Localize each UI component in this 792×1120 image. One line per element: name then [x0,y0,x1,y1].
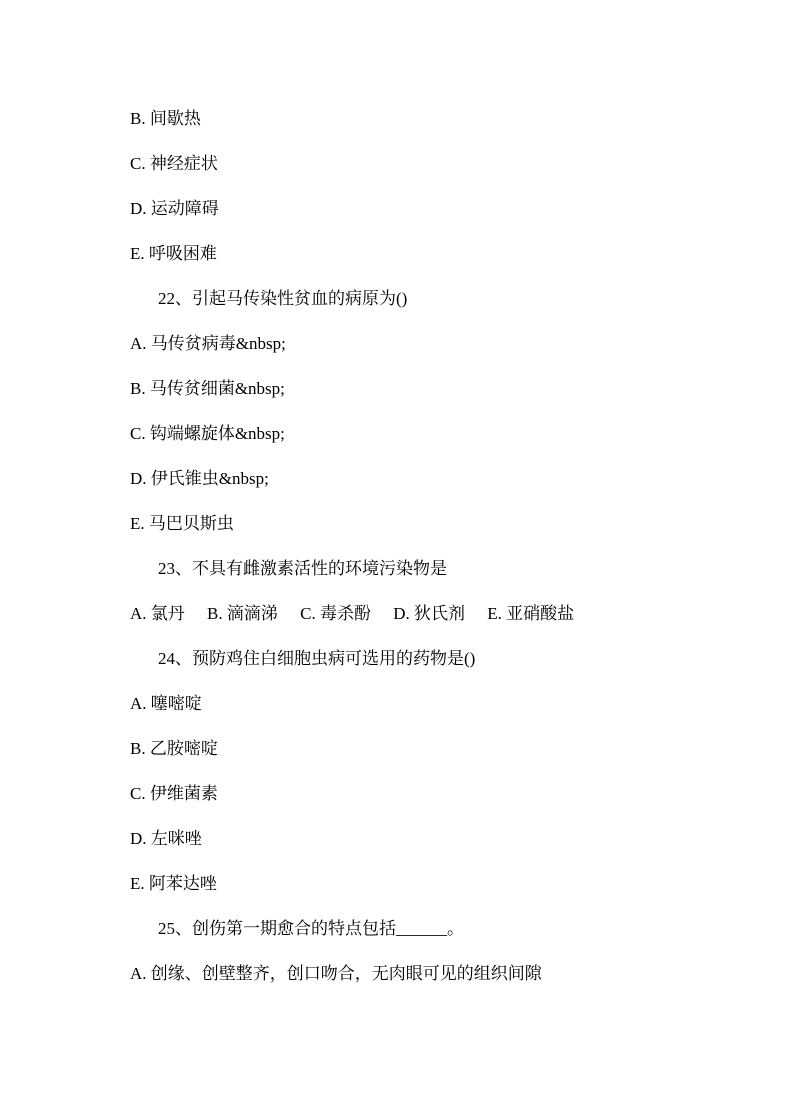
q22-option-a: A. 马传贫病毒&nbsp; [130,334,286,353]
option-d-motor-disorder: D. 运动障碍 [130,199,219,218]
q24-option-c: C. 伊维菌素 [130,784,218,803]
q24-option-b: B. 乙胺嘧啶 [130,739,218,758]
option-b-intermittent-fever: B. 间歇热 [130,109,201,128]
option-c-neuro-symptoms: C. 神经症状 [130,154,218,173]
q23-options-row [130,603,574,625]
q23-option-c: C. 毒杀酚 [300,604,371,623]
q25-option-a: A. 创缘、创壁整齐，创口吻合，无肉眼可见的组织间隙 [130,964,542,983]
q24-option-a: A. 噻嘧啶 [130,694,202,713]
question-24: 24、预防鸡住白细胞虫病可选用的药物是() [158,649,476,668]
q23-option-b: B. 滴滴涕 [207,604,278,623]
q23-option-a: A. 氯丹 [130,604,185,623]
q22-option-c: C. 钩端螺旋体&nbsp; [130,424,285,443]
question-25: 25、创伤第一期愈合的特点包括______。 [158,919,464,938]
q23-option-e: E. 亚硝酸盐 [487,604,575,623]
question-23: 23、不具有雌激素活性的环境污染物是 [158,559,447,578]
q22-option-d: D. 伊氏锥虫&nbsp; [130,469,269,488]
q22-option-e: E. 马巴贝斯虫 [130,514,234,533]
q24-option-e: E. 阿苯达唑 [130,874,217,893]
question-22: 22、引起马传染性贫血的病原为() [158,289,408,308]
q24-option-d: D. 左咪唑 [130,829,202,848]
q23-option-d: D. 狄氏剂 [393,604,465,623]
q22-option-b: B. 马传贫细菌&nbsp; [130,379,285,398]
option-e-dyspnea: E. 呼吸困难 [130,244,217,263]
